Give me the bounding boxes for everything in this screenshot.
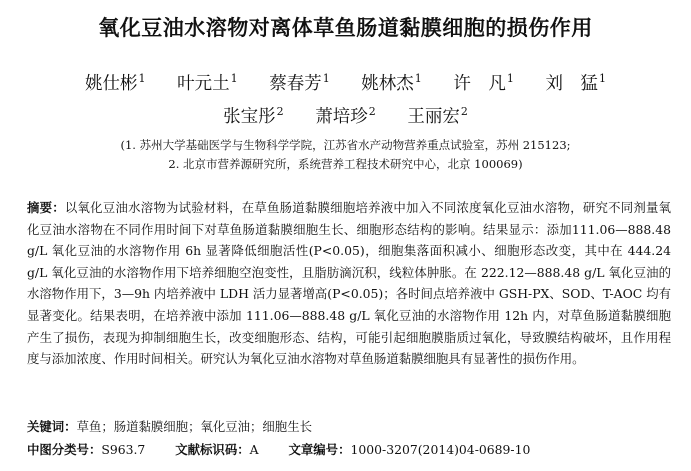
author-affiliation-mark: 1	[138, 72, 146, 85]
article-number-label: 文章编号：	[288, 442, 351, 457]
author	[223, 103, 284, 128]
author-list-row-1	[0, 70, 691, 95]
author-affiliation-mark: 1	[322, 72, 330, 85]
author-affiliation-mark: 1	[598, 72, 606, 85]
author-name: 许 凡	[453, 74, 506, 94]
author-name: 蔡春芳	[269, 74, 322, 94]
author-name: 刘 猛	[545, 74, 598, 94]
author	[85, 70, 146, 95]
author-affiliation-mark: 2	[460, 105, 468, 118]
document-code-value: A	[249, 442, 259, 457]
author-affiliation-mark: 2	[276, 105, 284, 118]
author	[453, 70, 514, 95]
abstract-label: 摘要：	[27, 200, 65, 215]
author	[407, 103, 468, 128]
author-name: 张宝彤	[223, 107, 276, 127]
author	[177, 70, 238, 95]
author-name: 姚仕彬	[85, 74, 138, 94]
article-number-value: 1000-3207(2014)04-0689-10	[350, 442, 531, 457]
author-name: 王丽宏	[407, 107, 460, 127]
author	[315, 103, 376, 128]
author	[361, 70, 422, 95]
author-name: 萧培珍	[315, 107, 368, 127]
author-name: 叶元土	[177, 74, 230, 94]
affiliation-2: 2. 北京市营养源研究所，系统营养工程技术研究中心，北京 100069)	[168, 157, 523, 171]
author-name: 姚林杰	[361, 74, 414, 94]
classification-line	[27, 440, 671, 458]
author-affiliation-mark: 1	[506, 72, 514, 85]
document-code-label: 文献标识码：	[175, 442, 250, 457]
author-affiliation-mark: 2	[368, 105, 376, 118]
abstract	[27, 197, 671, 370]
clc-number	[27, 442, 145, 457]
article-number	[289, 442, 531, 457]
affiliation-1: (1. 苏州大学基础医学与生物科学学院，江苏省水产动物营养重点试验室，苏州 215123;	[120, 138, 571, 152]
keywords-label: 关键词：	[27, 419, 77, 434]
keywords	[27, 417, 671, 435]
keywords-text: 草鱼；肠道黏膜细胞；氧化豆油；细胞生长	[76, 419, 312, 434]
paper-title: 氧化豆油水溶物对离体草鱼肠道黏膜细胞的损伤作用	[98, 16, 593, 40]
clc-value: S963.7	[101, 442, 146, 457]
author	[269, 70, 330, 95]
author-list-row-2	[0, 103, 691, 128]
document-code	[175, 442, 258, 457]
author-affiliation-mark: 1	[414, 72, 422, 85]
author	[545, 70, 606, 95]
abstract-text: 以氧化豆油水溶物为试验材料，在草鱼肠道黏膜细胞培养液中加入不同浓度氧化豆油水溶物，研究不同剂量氧化豆油水溶物在不同作用时间下对草鱼肠道黏膜细胞生长、细胞形态结构的影响。结果显示：添加111.06—888.48 g/L 氧化豆油的水溶物作用 6h 显著降低细胞活性(P<0.05)，细胞集落面积减小、细胞形态改变，其中在 444.24 g/L 氧化豆油的水溶物作用下培养细胞空泡变性，且脂肪滴沉积，线粒体肿胀。在 222.12—888.48 g/L 氧化豆油的水溶物作用下，3—9h 内培养液中 LDH 活力显著增高(P<0.05)；各时间点培养液中 GSH-PX、SOD、T-AOC 均有显著变化。结果表明，在培养液中添加 111.06—888.48 g/L 氧化豆油的水溶物作用 12h 内，对草鱼肠道黏膜细胞产生了损伤，表现为抑制细胞生长，改变细胞形态、结构，可能引起细胞膜脂质过氧化，导致膜结构破坏，且作用程度与添加浓度、作用时间相关。研究认为氧化豆油水溶物对草鱼肠道黏膜细胞具有显著性的损伤作用。	[27, 200, 672, 367]
author-affiliation-mark: 1	[230, 72, 238, 85]
clc-label: 中图分类号：	[27, 442, 102, 457]
